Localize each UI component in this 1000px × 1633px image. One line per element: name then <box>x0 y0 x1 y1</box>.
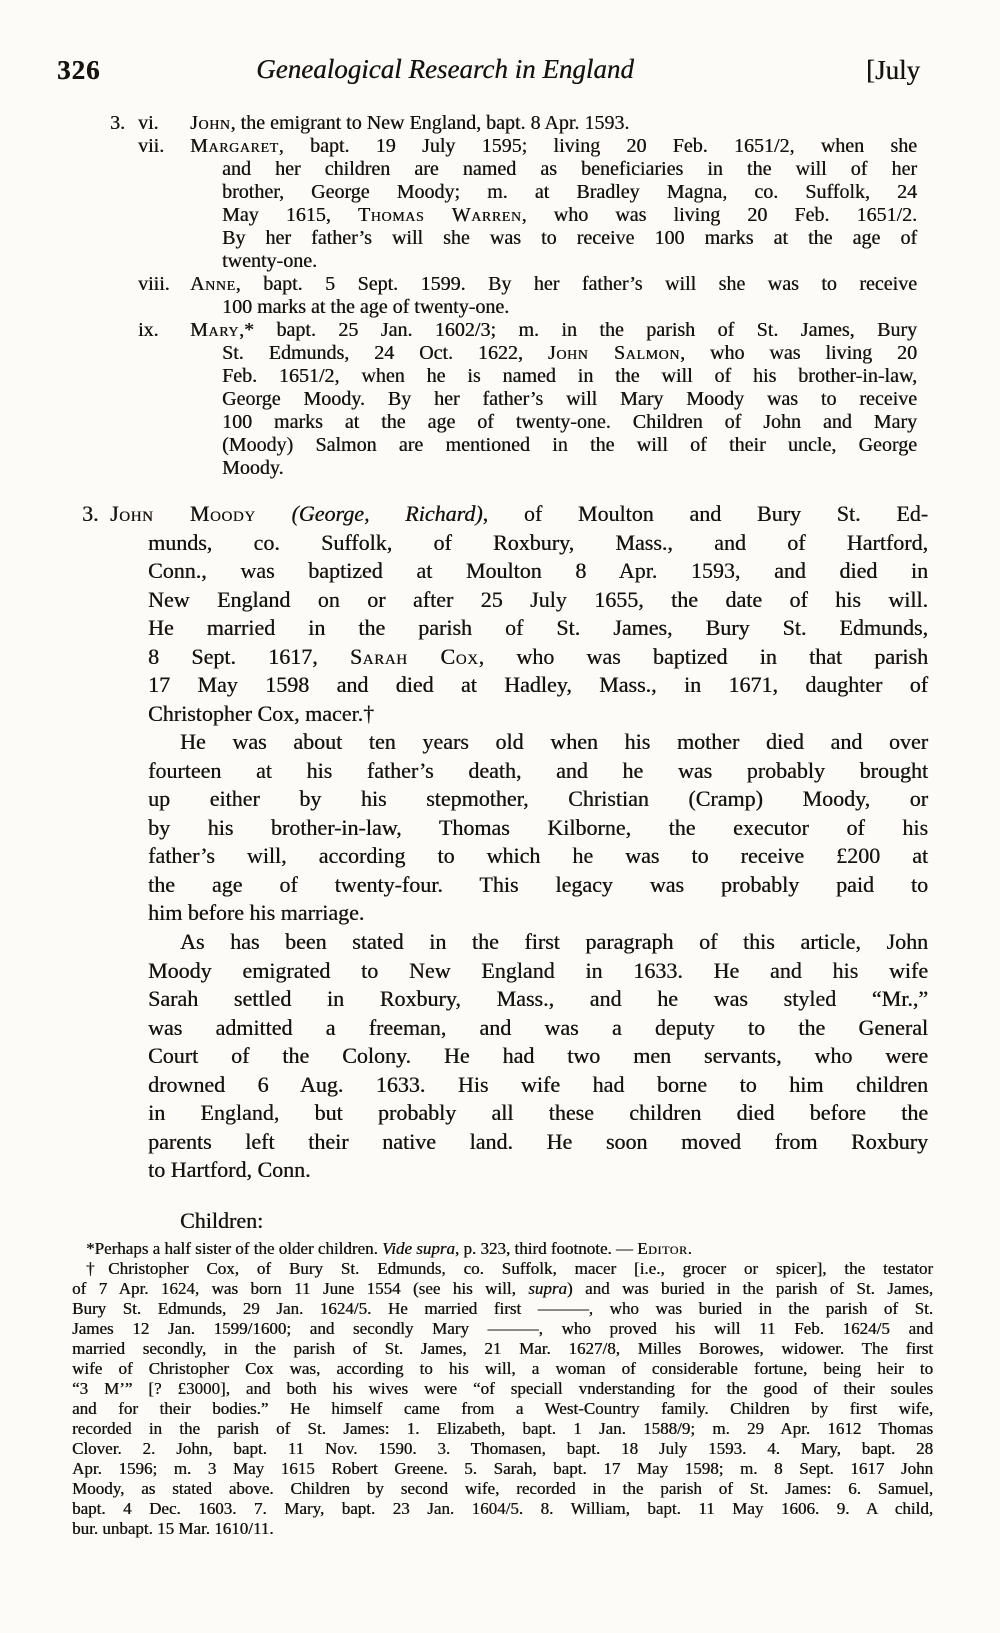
body-paragraph <box>148 928 928 1185</box>
main-entry-john-moody <box>82 500 929 728</box>
children-heading: Children: <box>180 1208 264 1233</box>
footnote-dagger <box>72 1259 933 1539</box>
paragraph-text: As has been stated in the first paragraph of this article, John Moody emigrated to New England in 1633. He and his wife Sarah settled in Roxbury, Mass., and he was styled “Mr.,” was admitted a freeman, and was a deputy to the General Court of the Colony. He had two men servants, who were drowned 6 Aug. 1633. His wife had borne to him children in England, but probably all these children died before the parents left their native land. He soon moved from Roxbury to Hartford, Conn. <box>148 929 928 1182</box>
footnote-text: *Perhaps a half sister of the older children. Vide supra, p. 323, third footnote. — Editor. <box>86 1239 692 1258</box>
child-numeral: vii. <box>138 135 165 157</box>
journal-title: Genealogical Research in England <box>256 54 634 84</box>
main-entry-text: John Moody (George, Richard), of Moulton and Bury St. Ed- munds, co. Suffolk, of Roxbury, Mass., and of Hartford, Conn., was baptized at Moulton 8 Apr. 1593, and died in New England on or after 25 July 1655, the date of his will. He married in the parish of St. James, Bury St. Edmunds, 8 Sept. 1617, Sarah Cox, who was baptized in that parish 17 May 1598 and died at Hadley, Mass., in 1671, daughter of Christopher Cox, macer.† <box>110 501 929 726</box>
child-list <box>110 112 918 480</box>
child-entry-text: Margaret, bapt. 19 July 1595; living 20 Feb. 1651/2, when she and her children are named as beneficiaries in the will of her brother, George Moody; m. at Bradley Magna, co. Suffolk, 24 May 1615, Thomas Warren, who was living 20 Feb. 1651/2. By her father’s will she was to receive 100 marks at the age of twenty-one. <box>190 135 918 272</box>
child-numeral: ix. <box>138 319 159 341</box>
child-numeral: vi. <box>138 112 159 134</box>
footnote-asterisk <box>72 1239 933 1259</box>
footnotes-section <box>72 1239 933 1539</box>
child-entry-ix <box>138 319 917 480</box>
family-number: 3. <box>110 112 125 134</box>
child-entry-vii <box>138 135 918 273</box>
paragraph-text: He was about ten years old when his mother died and over fourteen at his father’s death, and he was probably brought up either by his stepmother, Christian (Cramp) Moody, or by his brother-in-law, Thomas Kilborne, the executor of his father’s will, according to which he was to receive £200 at the age of twenty-four. This legacy was probably paid to him before his marriage. <box>148 729 928 925</box>
child-entry-text: Anne, bapt. 5 Sept. 1599. By her father’s will she was to receive 100 marks at the age of twenty-one. <box>190 273 917 318</box>
child-entry-text: John, the emigrant to New England, bapt. 8 Apr. 1593. <box>190 112 630 134</box>
page-number: 326 <box>57 55 101 85</box>
entry-number: 3. <box>82 501 99 526</box>
body-paragraph <box>148 728 928 928</box>
child-numeral: viii. <box>138 273 170 295</box>
child-entry-text: Mary,* bapt. 25 Jan. 1602/3; m. in the parish of St. James, Bury St. Edmunds, 24 Oct. 1622, John Salmon, who was living 20 Feb. 1651/2, when he is named in the will of his brother-in-law, George Moody. By her father’s will Mary Moody was to receive 100 marks at the age of twenty-one. Children of John and Mary (Moody) Salmon are mentioned in the will of their uncle, George Moody. <box>190 319 917 479</box>
page-header <box>0 54 1000 90</box>
footnote-text: †Christopher Cox, of Bury St. Edmunds, co. Suffolk, macer [i.e., grocer or spicer], the testator of 7 Apr. 1624, was born 11 June 1554 (see his will, supra) and was buried in the parish of St. James, Bury St. Edmunds, 29 Jan. 1624/5. He married first ———, who was buried in the parish of St. James 12 Jan. 1599/1600; and secondly Mary ———, who proved his will 11 Feb. 1624/5 and married secondly, in the parish of St. James, 21 Mar. 1627/8, Milles Borowes, widower. The first wife of Christopher Cox was, according to his will, a woman of considerable fortune, being heir to “3 M’” [? £3000], and both his wives were “of speciall vnderstanding for the good of their soules and for their bodies.” He himself came from a West-Country family. Children by first wife, recorded in the parish of St. James: 1. Elizabeth, bapt. 1 Jan. 1588/9; m. 29 Apr. 1612 Thomas Clover. 2. John, bapt. 11 Nov. 1590. 3. Thomasen, bapt. 18 July 1593. 4. Mary, bapt. 28 Apr. 1596; m. 3 May 1615 Robert Greene. 5. Sarah, bapt. 17 May 1598; m. 8 Sept. 1617 John Moody, as stated above. Children by second wife, recorded in the parish of St. James: 6. Samuel, bapt. 4 Dec. 1603. 7. Mary, bapt. 23 Jan. 1604/5. 8. William, bapt. 11 May 1606. 9. A child, bur. unbapt. 15 Mar. 1610/11. <box>72 1259 933 1538</box>
child-entry-vi <box>110 112 917 135</box>
issue-label: [July <box>866 55 920 85</box>
child-entry-viii <box>138 273 917 319</box>
